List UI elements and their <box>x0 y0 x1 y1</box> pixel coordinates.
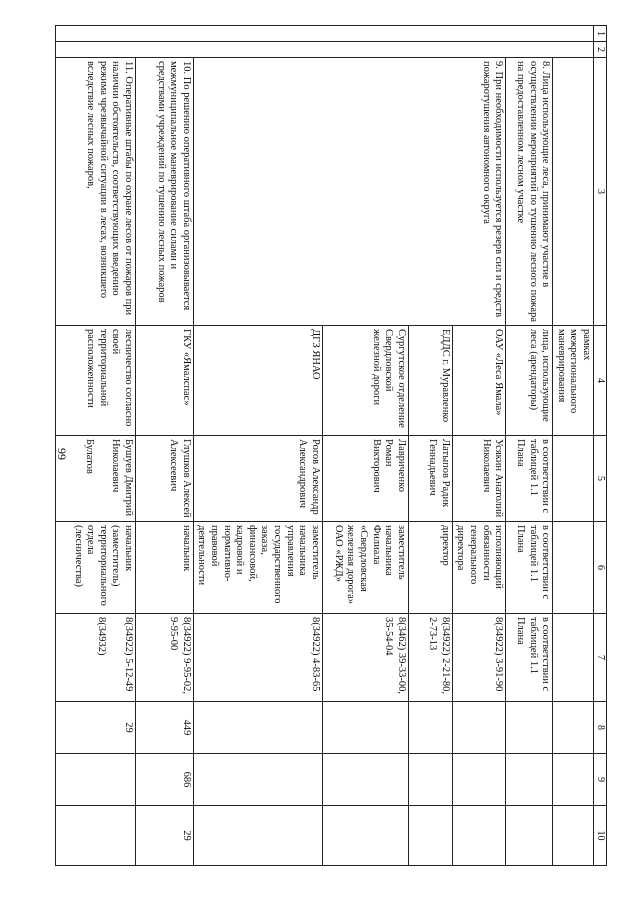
organization-text: лесничество согласно своей территориальной расположенности <box>55 326 135 436</box>
position-text: заместитель начальника управления государственного заказа, финансовой, кадровой и нормативно-правовой деятельности <box>193 522 322 614</box>
value-col9: 686 <box>135 754 193 806</box>
cell-col1 <box>55 26 593 42</box>
person-text: в соответствии с таблицей 1.1 Плана <box>506 436 553 522</box>
person-text: Латыпов Радик Геннадьевич <box>408 436 452 522</box>
cell-col3 <box>553 58 594 326</box>
table-row <box>506 26 553 866</box>
value-col10 <box>506 806 553 866</box>
table-row <box>452 26 505 866</box>
person-cell <box>55 436 135 522</box>
phone-text: 8(34922) 9-95-02, 9-95-00 <box>135 614 193 702</box>
organization-text: ГКУ «Ямалспас» <box>135 326 193 436</box>
column-number: 9 <box>594 754 607 806</box>
value-col8: 449 <box>135 702 193 754</box>
person-text: Глушков Алексей Алексеевич <box>135 436 193 522</box>
measure-text: 9. При необходимости используется резерв сил и средств пожаротушения автономного округа <box>193 58 505 326</box>
table-row <box>553 26 594 866</box>
position-text: заместитель начальника Филиала «Свердловская железная дорога» ОАО «РЖД» <box>322 522 408 614</box>
phone-text: 8(34922) 2-21-80, 2-73-13 <box>408 614 452 702</box>
organization-text: ДГЗ ЯНАО <box>193 326 322 436</box>
forces-table <box>55 25 607 866</box>
person-text: Рогов Александр Александрович <box>193 436 322 522</box>
organization-text: лица, использующие леса (арендаторы) <box>506 326 553 436</box>
person-text: Бушуев Дмитрий Николаевич <box>110 439 134 517</box>
page-content <box>72 25 607 865</box>
organization-text: Сургутское отделение Свердловской железной дороги <box>322 326 408 436</box>
position-text: начальник (заместитель) территориального отдела (лесничества) <box>55 522 135 614</box>
continuation-text: рамках межрегионального маневрирования <box>553 326 594 436</box>
value-col8: 29 <box>55 702 135 754</box>
column-number: 5 <box>594 436 607 522</box>
person-text-second: Булатов <box>83 439 95 474</box>
column-number: 4 <box>594 326 607 436</box>
phone-text: в соответствии с таблицей 1.1 Плана <box>506 614 553 702</box>
organization-text: ОАУ «Леса Ямала» <box>452 326 505 436</box>
position-text: исполняющий обязанности генерального директора <box>452 522 505 614</box>
position-text: в соответствии с таблицей 1.1 Плана <box>506 522 553 614</box>
cell-col2 <box>55 42 593 58</box>
person-text: Усякин Анатолий Николаевич <box>452 436 505 522</box>
value-col10: 29 <box>135 806 193 866</box>
column-number: 7 <box>594 614 607 702</box>
page-number: 99 <box>55 448 69 460</box>
value-col10 <box>55 806 135 866</box>
value-col8 <box>506 702 553 754</box>
measure-text: 10. По решению оперативного штаба организовывается межмуниципальное маневрирование силами и средствами учреждений по тушению лесных пожаров <box>135 58 193 326</box>
column-number: 3 <box>594 58 607 326</box>
column-numbers-row <box>594 26 607 866</box>
column-number: 6 <box>594 522 607 614</box>
table-row <box>55 26 135 866</box>
person-text: Лавриченко Роман Викторович <box>322 436 408 522</box>
measure-text: 11. Оперативные штабы по охране лесов от пожаров при наличии обстоятельств, соответствующих введению режима чрезвычайной ситуации в лесах, возникшего вследствие лесных пожаров, <box>55 58 135 326</box>
phone-text: 8(34922) 3-91-90 <box>452 614 505 702</box>
position-text: директор <box>408 522 452 614</box>
phone-text: 8(34922) 5-12-49 <box>122 617 134 692</box>
measure-text: 8. Лица использующие леса, принимают участие в осуществлении мероприятий по тушению лесного пожара на предоставленном лесном участке <box>506 58 553 326</box>
rotated-table-wrapper <box>72 25 607 865</box>
column-number: 1 <box>594 26 607 42</box>
phone-text: 8(34922) 4-83-65 <box>193 614 322 702</box>
organization-text: ЕДДС г. Муравленко <box>408 326 452 436</box>
value-col9 <box>506 754 553 806</box>
value-col9 <box>55 754 135 806</box>
phone-text: 8(3462) 39-33-00, 35-54-04 <box>322 614 408 702</box>
phone-text-second: 8(34932) <box>96 617 108 656</box>
phone-cell <box>55 614 135 702</box>
column-number: 8 <box>594 702 607 754</box>
table-row <box>135 26 193 866</box>
column-number: 10 <box>594 806 607 866</box>
column-number: 2 <box>594 42 607 58</box>
position-text: начальник <box>135 522 193 614</box>
